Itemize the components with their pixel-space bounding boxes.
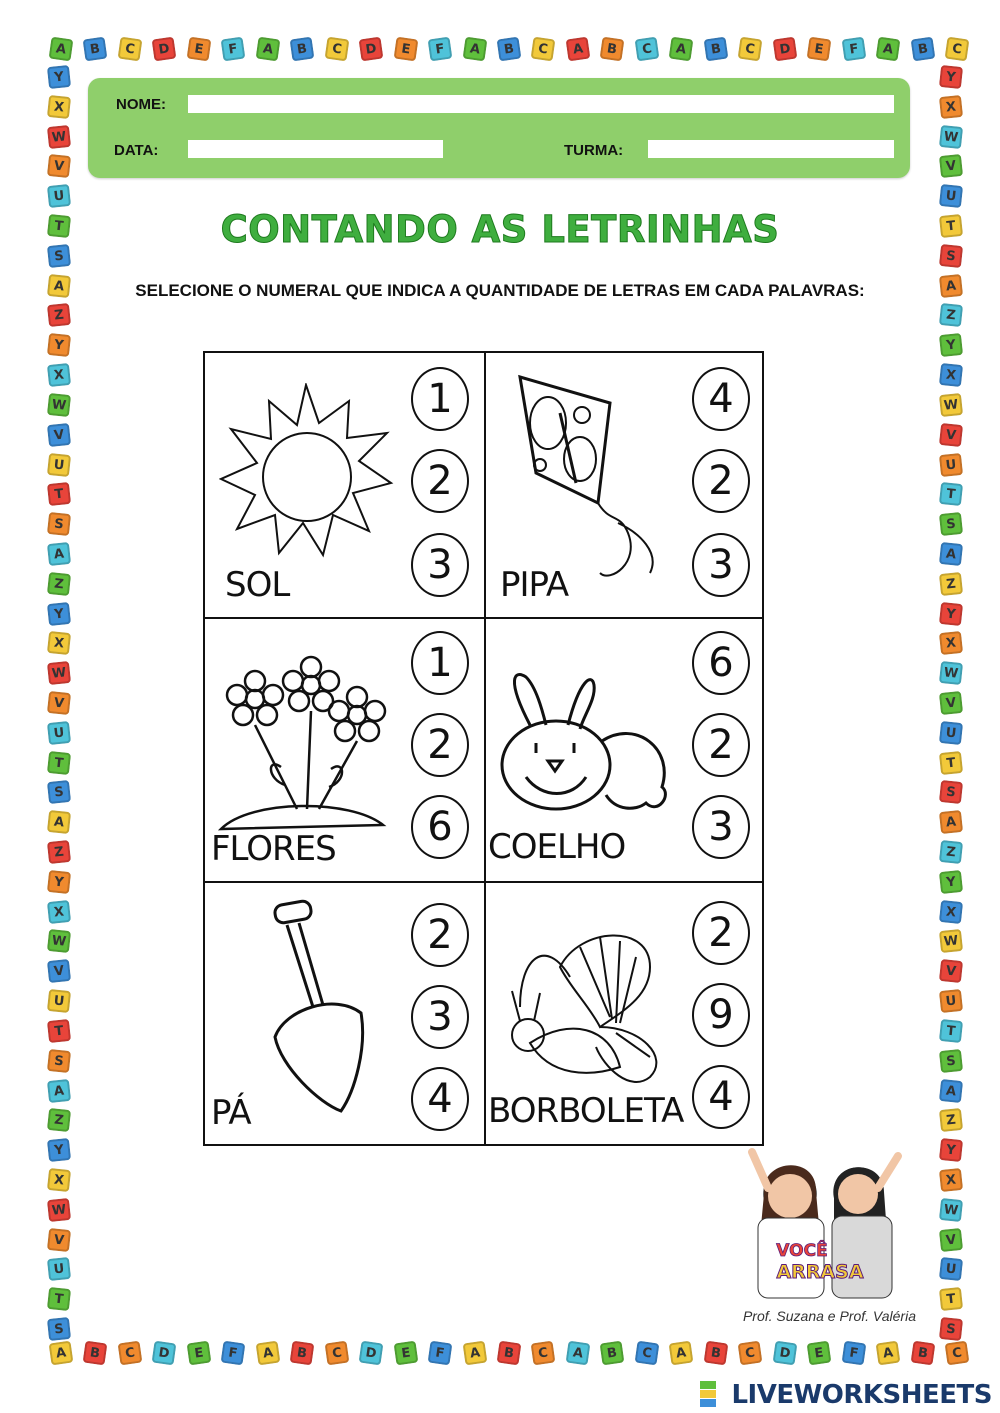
letter-block: V xyxy=(939,1227,963,1251)
letter-block: Z xyxy=(939,840,963,864)
letter-block: A xyxy=(47,810,71,834)
letter-block: X xyxy=(939,1168,963,1192)
letter-block: C xyxy=(945,37,970,62)
word-label: PÁ xyxy=(211,1093,251,1133)
letter-block: X xyxy=(939,900,963,924)
letter-block: V xyxy=(47,691,71,715)
card-pipa xyxy=(486,353,764,617)
letter-block: Y xyxy=(47,601,71,625)
class-label: TURMA: xyxy=(564,142,624,159)
flowers-icon xyxy=(211,639,391,839)
letter-block: E xyxy=(393,1341,418,1366)
letter-block: V xyxy=(939,691,963,715)
letter-block: Y xyxy=(939,870,963,894)
letter-block: A xyxy=(876,1341,901,1366)
letter-block: B xyxy=(497,1341,522,1366)
letter-block: W xyxy=(47,661,71,685)
number-option[interactable]: 9 xyxy=(692,983,750,1047)
letter-block: S xyxy=(939,1317,963,1341)
letter-block: B xyxy=(290,37,315,62)
student-info-header xyxy=(88,78,910,178)
letter-block: Y xyxy=(47,333,71,357)
letter-block: T xyxy=(47,214,71,238)
letter-block: X xyxy=(939,363,963,387)
letter-block: A xyxy=(939,810,963,834)
date-field[interactable] xyxy=(188,140,443,158)
letter-block: C xyxy=(531,37,556,62)
letter-block: U xyxy=(939,184,963,208)
letter-block: A xyxy=(49,1341,74,1366)
letter-block: S xyxy=(47,244,71,268)
letter-block: Y xyxy=(939,601,963,625)
letter-block: T xyxy=(939,1019,963,1043)
letter-block: A xyxy=(939,274,963,298)
letter-block: V xyxy=(939,423,963,447)
letter-block: C xyxy=(634,37,659,62)
letter-block: B xyxy=(600,37,625,62)
letter-block: C xyxy=(117,37,142,62)
letter-block: Z xyxy=(47,303,71,327)
number-option[interactable]: 2 xyxy=(692,449,750,513)
number-option[interactable]: 3 xyxy=(692,533,750,597)
letter-block: B xyxy=(497,37,522,62)
letter-block: W xyxy=(47,1198,71,1222)
word-label: SOL xyxy=(225,565,290,605)
letter-block: S xyxy=(939,512,963,536)
name-label: NOME: xyxy=(116,96,166,113)
letter-block: A xyxy=(565,1341,590,1366)
letter-block: Y xyxy=(939,65,963,89)
letter-block: U xyxy=(47,721,71,745)
letter-block: U xyxy=(939,989,963,1013)
number-option[interactable]: 6 xyxy=(692,631,750,695)
letter-block: Z xyxy=(47,572,71,596)
letter-block: U xyxy=(47,452,71,476)
letter-block: Z xyxy=(939,303,963,327)
letter-block: V xyxy=(47,1227,71,1251)
letter-block: E xyxy=(186,37,211,62)
letter-block: B xyxy=(600,1341,625,1366)
letter-block: E xyxy=(807,1341,832,1366)
number-option[interactable]: 4 xyxy=(692,367,750,431)
letter-block: Y xyxy=(939,333,963,357)
letter-block: A xyxy=(47,1078,71,1102)
letter-block: A xyxy=(939,1078,963,1102)
number-option[interactable]: 6 xyxy=(411,795,469,859)
letter-block: S xyxy=(939,244,963,268)
letter-block: W xyxy=(47,125,71,149)
letter-block: U xyxy=(939,1257,963,1281)
letter-block: T xyxy=(939,1287,963,1311)
letter-block: A xyxy=(876,37,901,62)
brand-watermark: LIVEWORKSHEETS xyxy=(731,1380,992,1410)
letter-block: F xyxy=(221,1341,246,1366)
instruction-text: SELECIONE O NUMERAL QUE INDICA A QUANTIDADE DE LETRAS EM CADA PALAVRAS: xyxy=(135,281,865,300)
word-label: COELHO xyxy=(488,827,626,867)
letter-block: F xyxy=(841,1341,866,1366)
number-option[interactable]: 4 xyxy=(692,1065,750,1129)
letter-block: C xyxy=(738,1341,763,1366)
letter-block: B xyxy=(83,37,108,62)
letter-block: D xyxy=(359,37,384,62)
letter-block: T xyxy=(939,751,963,775)
letter-block: A xyxy=(939,542,963,566)
word-label: FLORES xyxy=(211,829,336,869)
card-borboleta xyxy=(486,883,764,1144)
letter-block: B xyxy=(290,1341,315,1366)
letter-block: D xyxy=(359,1341,384,1366)
letter-block: A xyxy=(255,37,280,62)
letter-block: Z xyxy=(939,1108,963,1132)
number-option[interactable]: 2 xyxy=(692,901,750,965)
letter-block: C xyxy=(634,1341,659,1366)
sun-icon xyxy=(219,383,394,568)
letter-block: A xyxy=(47,274,71,298)
butterfly-icon xyxy=(500,927,670,1097)
letter-block: W xyxy=(939,393,963,417)
word-grid xyxy=(203,351,764,1146)
letter-block: X xyxy=(47,631,71,655)
letter-block: S xyxy=(47,1049,71,1073)
shovel-icon xyxy=(265,897,375,1117)
letter-block: V xyxy=(47,154,71,178)
letter-block: D xyxy=(772,37,797,62)
number-option[interactable]: 3 xyxy=(411,985,469,1049)
letter-block: X xyxy=(939,631,963,655)
letter-block: Y xyxy=(47,1138,71,1162)
letter-block: T xyxy=(939,482,963,506)
page-title: CONTANDO AS LETRINHAS xyxy=(220,208,780,251)
number-option[interactable]: 4 xyxy=(411,1067,469,1131)
letter-block: Z xyxy=(47,1108,71,1132)
letter-block: W xyxy=(939,929,963,953)
letter-block: A xyxy=(47,542,71,566)
letter-block: C xyxy=(738,37,763,62)
letter-block: X xyxy=(939,95,963,119)
letter-block: B xyxy=(910,1341,935,1366)
class-field[interactable] xyxy=(648,140,894,158)
letter-block: V xyxy=(939,959,963,983)
letter-block: Z xyxy=(47,840,71,864)
letter-block: W xyxy=(939,1198,963,1222)
letter-block: T xyxy=(47,751,71,775)
letter-block: Z xyxy=(939,572,963,596)
number-option[interactable]: 2 xyxy=(692,713,750,777)
letter-block: T xyxy=(939,214,963,238)
letter-block: U xyxy=(47,184,71,208)
mascot-illustration xyxy=(738,1148,910,1300)
number-option[interactable]: 3 xyxy=(411,533,469,597)
card-coelho xyxy=(486,619,764,881)
letter-block: C xyxy=(531,1341,556,1366)
letter-block: E xyxy=(393,37,418,62)
letter-block: W xyxy=(939,661,963,685)
letter-block: T xyxy=(47,1287,71,1311)
rabbit-icon xyxy=(496,669,676,819)
word-label: PIPA xyxy=(500,565,569,605)
letter-block: W xyxy=(47,393,71,417)
letter-block: B xyxy=(703,37,728,62)
letter-block: W xyxy=(939,125,963,149)
letter-block: C xyxy=(117,1341,142,1366)
card-pa xyxy=(205,883,484,1144)
letter-block: E xyxy=(807,37,832,62)
number-option[interactable]: 1 xyxy=(411,631,469,695)
number-option[interactable]: 2 xyxy=(411,713,469,777)
letter-block: F xyxy=(428,37,453,62)
letter-block: C xyxy=(324,37,349,62)
letter-block: U xyxy=(939,721,963,745)
letter-block: S xyxy=(47,512,71,536)
letter-block: D xyxy=(772,1341,797,1366)
letter-block: A xyxy=(49,37,74,62)
letter-block: X xyxy=(47,95,71,119)
letter-block: U xyxy=(47,989,71,1013)
letter-block: T xyxy=(47,1019,71,1043)
letter-block: S xyxy=(47,780,71,804)
letter-block: A xyxy=(669,1341,694,1366)
letter-block: T xyxy=(47,482,71,506)
letter-block: W xyxy=(47,929,71,953)
letter-block: V xyxy=(939,154,963,178)
number-option[interactable]: 3 xyxy=(692,795,750,859)
liveworksheets-logo-icon xyxy=(700,1381,716,1407)
letter-block: V xyxy=(47,959,71,983)
card-sol xyxy=(205,353,484,617)
letter-block: U xyxy=(939,452,963,476)
mascot-badge-line2: ARRASA xyxy=(776,1261,864,1283)
letter-block: Y xyxy=(47,65,71,89)
letter-block: S xyxy=(939,1049,963,1073)
letter-block: C xyxy=(945,1341,970,1366)
letter-block: D xyxy=(152,37,177,62)
letter-block: V xyxy=(47,423,71,447)
letter-block: A xyxy=(669,37,694,62)
letter-block: Y xyxy=(939,1138,963,1162)
number-option[interactable]: 1 xyxy=(411,367,469,431)
letter-block: Y xyxy=(47,870,71,894)
letter-block: X xyxy=(47,363,71,387)
letter-block: U xyxy=(47,1257,71,1281)
letter-block: A xyxy=(462,1341,487,1366)
letter-block: B xyxy=(83,1341,108,1366)
letter-block: F xyxy=(841,37,866,62)
letter-block: S xyxy=(939,780,963,804)
letter-block: F xyxy=(221,37,246,62)
mascot-badge-line1: VOCÊ xyxy=(776,1241,828,1261)
number-option[interactable]: 2 xyxy=(411,903,469,967)
letter-block: C xyxy=(324,1341,349,1366)
letter-block: A xyxy=(255,1341,280,1366)
letter-block: X xyxy=(47,900,71,924)
letter-block: B xyxy=(703,1341,728,1366)
letter-block: D xyxy=(152,1341,177,1366)
number-option[interactable]: 2 xyxy=(411,449,469,513)
letter-block: E xyxy=(186,1341,211,1366)
name-field[interactable] xyxy=(188,95,894,113)
word-label: BORBOLETA xyxy=(488,1091,684,1131)
credit-text: Prof. Suzana e Prof. Valéria xyxy=(742,1308,916,1324)
letter-block: A xyxy=(565,37,590,62)
letter-block: A xyxy=(462,37,487,62)
letter-block: X xyxy=(47,1168,71,1192)
card-flores xyxy=(205,619,484,881)
letter-block: F xyxy=(428,1341,453,1366)
letter-block: S xyxy=(47,1317,71,1341)
letter-block: B xyxy=(910,37,935,62)
date-label: DATA: xyxy=(114,142,159,159)
